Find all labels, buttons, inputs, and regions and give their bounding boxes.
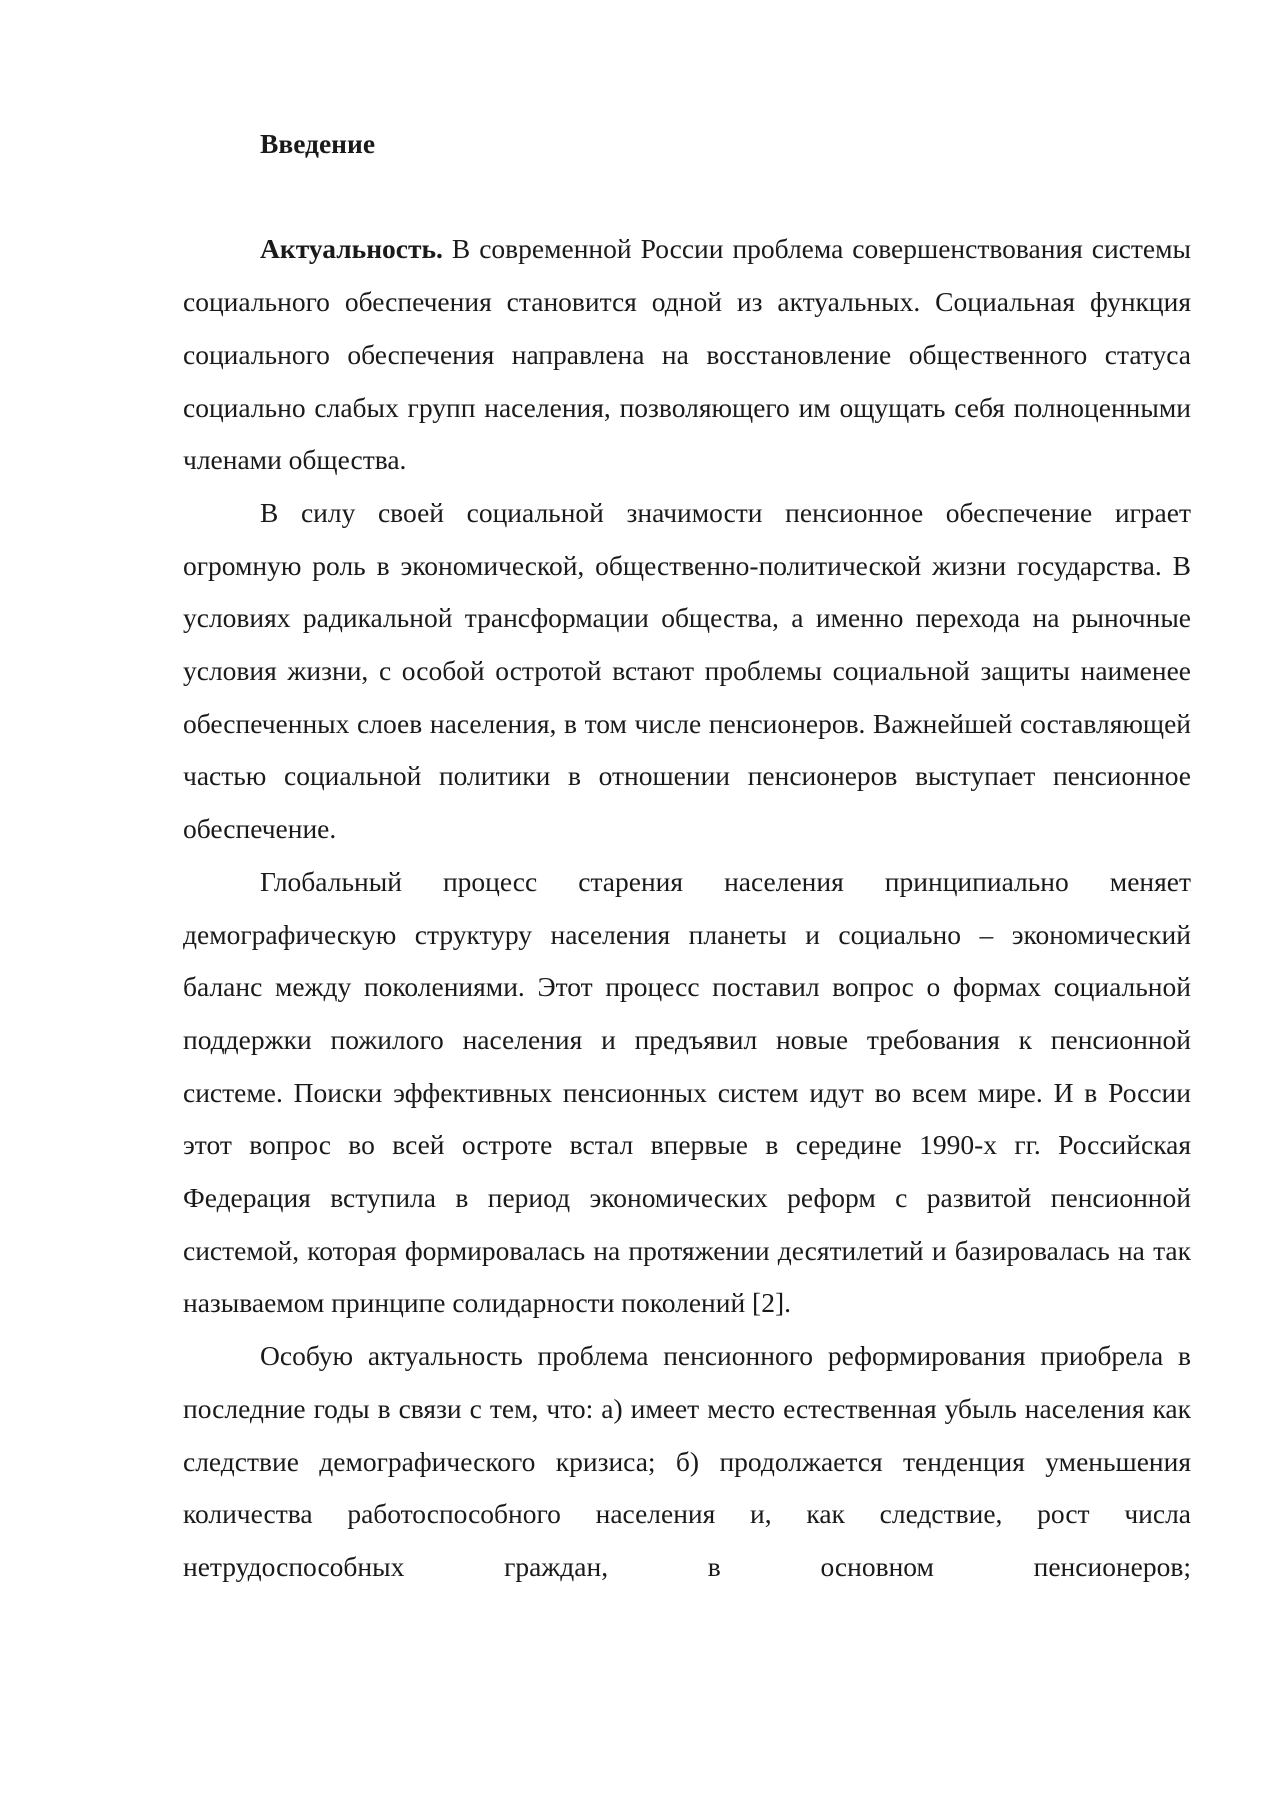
paragraph-text: В силу своей социальной значимости пенсионное обеспечение играет огромную роль в экономической, общественно-политической жизни государства. В условиях радикальной трансформации общества, а именно перехода на рыночные условия жизни, с особой остротой встают проблемы социальной защиты наименее обеспеченных слоев населения, в том числе пенсионеров. Важнейшей составляющей частью социальной политики в отношении пенсионеров выступает пенсионное обеспечение.	[183, 496, 1191, 845]
heading-spacer	[183, 171, 1191, 224]
paragraph-text: Особую актуальность проблема пенсионного реформирования приобрела в последние годы в связи с тем, что: а) имеет место естественная убыль населения как следствие демографического кризиса; б) продолжается тенденция уменьшения количества работоспособного населения и, как следствие, рост числа нетрудоспособных граждан, в основном пенсионеров;	[183, 1340, 1191, 1582]
paragraph-lead: Актуальность.	[260, 233, 443, 265]
paragraph-relevance	[183, 223, 1191, 487]
paragraph-reform-relevance	[183, 1330, 1191, 1594]
section-heading: Введение	[260, 128, 376, 159]
paragraph-pension-significance	[183, 487, 1191, 856]
paragraph-text: В современной России проблема совершенствования системы социального обеспечения становится одной из актуальных. Социальная функция социального обеспечения направлена на восстановление общественного статуса социально слабых групп населения, позволяющего им ощущать себя полноценными членами общества.	[183, 233, 1191, 476]
paragraph-global-aging	[183, 856, 1191, 1330]
document-body	[183, 118, 1191, 1594]
paragraph-text: Глобальный процесс старения населения принципиально меняет демографическую структуру населения планеты и социально – экономический баланс между поколениями. Этот процесс поставил вопрос о формах социальной поддержки пожилого населения и предъявил новые требования к пенсионной системе. Поиски эффективных пенсионных систем идут во всем мире. И в России этот вопрос во всей остроте встал впервые в середине 1990-х гг. Российская Федерация вступила в период экономических реформ с развитой пенсионной системой, которая формировалась на протяжении десятилетий и базировалась на так называемом принципе солидарности поколений [2].	[183, 865, 1191, 1319]
